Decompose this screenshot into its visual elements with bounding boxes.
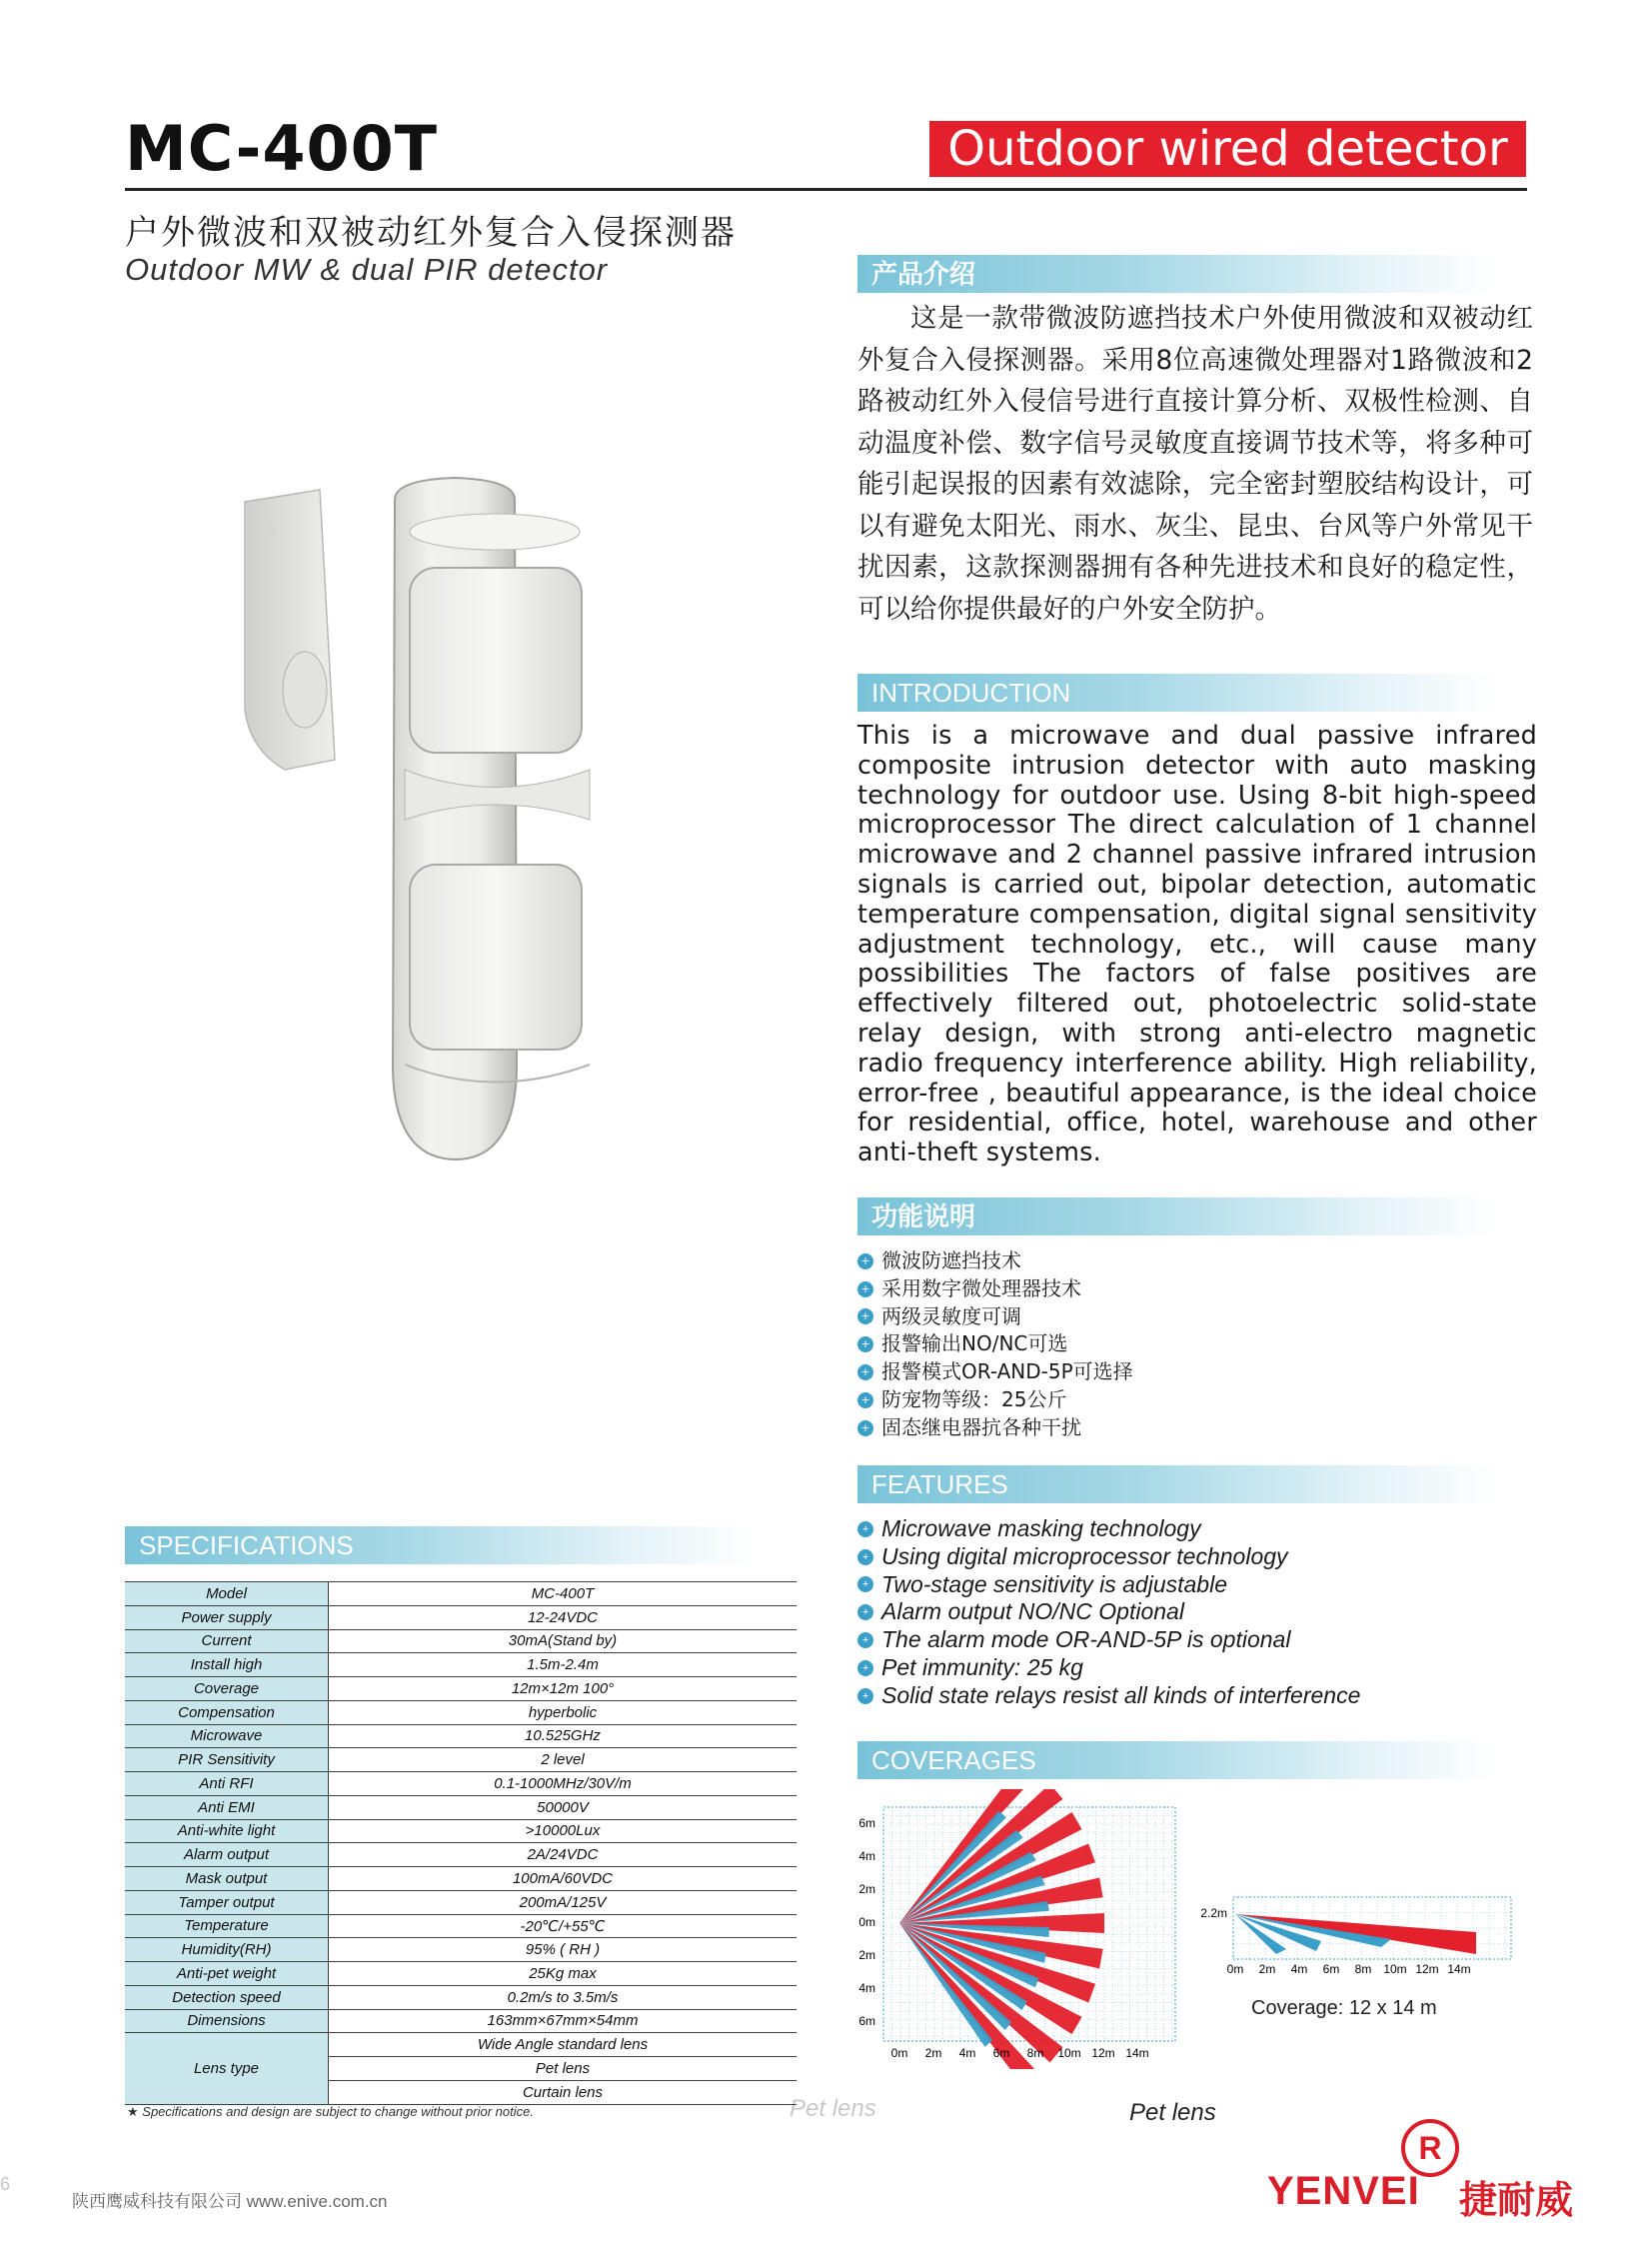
coverage-top-y-labels (858, 1816, 875, 2028)
spec-value: 200mA/125V (329, 1890, 798, 1914)
spec-value: 1.5m-2.4m (329, 1653, 798, 1677)
x-label: 6m (992, 2046, 1010, 2060)
x-label: 2m (1258, 1962, 1276, 1976)
y-label: 6m (858, 2014, 875, 2028)
spec-value: 0.1-1000MHz/30V/m (329, 1772, 798, 1796)
table-row (125, 1890, 797, 1914)
spec-value: 100mA/60VDC (329, 1867, 798, 1891)
spec-value: MC-400T (329, 1582, 798, 1606)
spec-value: 95% ( RH ) (329, 1938, 798, 1962)
list-item: + 两级灵敏度可调 (857, 1303, 1133, 1331)
list-item: + 微波防遮挡技术 (857, 1247, 1133, 1275)
x-label: 2m (924, 2046, 942, 2060)
table-row (125, 1985, 797, 2009)
table-row (125, 1700, 797, 1724)
table-row (125, 1962, 797, 1986)
spec-note: ★ Specifications and design are subject to change without prior notice. (127, 2104, 534, 2119)
spec-key: Alarm output (125, 1843, 329, 1867)
spec-value: 50000V (329, 1795, 798, 1819)
x-label: 10m (1057, 2046, 1081, 2060)
header-divider (125, 188, 1527, 191)
spec-value: Wide Angle standard lens (329, 2033, 798, 2057)
detector-product-image (225, 470, 655, 1169)
spec-key: PIR Sensitivity (125, 1748, 329, 1772)
x-label: 0m (1226, 1962, 1244, 1976)
spec-key: Anti-pet weight (125, 1962, 329, 1986)
table-row (125, 1582, 797, 1606)
section-bar-functions-cn: 功能说明 (857, 1197, 1497, 1235)
x-label: 6m (1322, 1962, 1340, 1976)
brand-logo-cn: 捷耐威 (1459, 2178, 1574, 2222)
bullet-icon: + (857, 1632, 873, 1648)
spec-value: 163mm×67mm×54mm (329, 2009, 798, 2033)
spec-value: Curtain lens (329, 2080, 798, 2104)
section-bar-coverages: COVERAGES (857, 1741, 1497, 1779)
section-bar-features: FEATURES (857, 1465, 1497, 1503)
list-item: + 防宠物等级：25公斤 (857, 1386, 1133, 1414)
side-y-label: 2.2m (1200, 1906, 1227, 1920)
bullet-icon: + (857, 1549, 873, 1565)
x-label: 14m (1447, 1962, 1471, 1976)
spec-key: Install high (125, 1653, 329, 1677)
bullet-icon: + (857, 1253, 873, 1269)
x-label: 8m (1354, 1962, 1372, 1976)
spec-value: 2 level (329, 1748, 798, 1772)
bullet-icon: + (857, 1576, 873, 1592)
table-row (125, 1629, 797, 1653)
bullet-icon: + (857, 1420, 873, 1436)
spec-key: Compensation (125, 1700, 329, 1724)
table-row (125, 1772, 797, 1796)
spec-value: 10.525GHz (329, 1724, 798, 1748)
list-item: + Alarm output NO/NC Optional (857, 1598, 1360, 1626)
spec-value: hyperbolic (329, 1700, 798, 1724)
table-row (125, 2009, 797, 2033)
functions-cn-list (857, 1247, 1133, 1442)
y-label: 0m (858, 1915, 875, 1929)
list-item: + 报警输出NO/NC可选 (857, 1330, 1133, 1358)
table-row (125, 1724, 797, 1748)
table-row (125, 1914, 797, 1938)
spec-key: Lens type (125, 2033, 329, 2104)
section-bar-intro-cn: 产品介绍 (857, 255, 1497, 293)
spec-value: 12-24VDC (329, 1605, 798, 1629)
y-label: 4m (858, 1849, 875, 1863)
bullet-icon: + (857, 1281, 873, 1297)
spec-value: 25Kg max (329, 1962, 798, 1986)
list-item: + Solid state relays resist all kinds of interference (857, 1682, 1360, 1710)
list-item: + Microwave masking technology (857, 1515, 1360, 1543)
introduction-text: This is a microwave and dual passive infrared composite intrusion detector with auto masking technology for outdoor use. Using 8-bit high-speed microprocessor The direct calculation of 1 channel microwave and 2 channel passive infrared intrusion signals is carried out, bipolar detection, automatic temperature compensation, digital signal sensitivity adjustment technology, etc., will cause many possibilities The factors of false positives are effectively filtered out, photoelectric solid-state relay design, with strong anti-electro magnetic radio frequency interference ability. High reliability, error-free , beautiful appearance, is the ideal choice for residential, office, hotel, warehouse and other anti-theft systems. (857, 721, 1537, 1168)
coverage-caption: Coverage: 12 x 14 m (1251, 1997, 1437, 2019)
spec-value: 2A/24VDC (329, 1843, 798, 1867)
bullet-icon: + (857, 1688, 873, 1704)
x-label: 0m (890, 2046, 908, 2060)
x-label: 10m (1383, 1962, 1407, 1976)
y-label: 2m (858, 1882, 875, 1896)
table-row (125, 1867, 797, 1891)
bullet-icon: + (857, 1392, 873, 1408)
spec-key: Anti RFI (125, 1772, 329, 1796)
x-label: 12m (1091, 2046, 1115, 2060)
features-list (857, 1515, 1360, 1710)
coverage-side-beams (1235, 1914, 1476, 1954)
spec-value: >10000Lux (329, 1819, 798, 1843)
spec-key: Current (125, 1629, 329, 1653)
x-label: 4m (1290, 1962, 1308, 1976)
pet-lens-label: Pet lens (1129, 2099, 1216, 2126)
spec-value: -20℃/+55℃ (329, 1914, 798, 1938)
title-english: Outdoor MW & dual PIR detector (125, 252, 609, 287)
section-bar-specifications: SPECIFICATIONS (125, 1526, 755, 1564)
footer-company: 陕西鹰威科技有限公司 www.enive.com.cn (72, 2192, 388, 2211)
table-row (125, 1653, 797, 1677)
x-label: 8m (1026, 2046, 1044, 2060)
list-item: + The alarm mode OR-AND-5P is optional (857, 1626, 1360, 1654)
coverage-side-view-diagram (1191, 1879, 1521, 1979)
spec-key: Anti-white light (125, 1819, 329, 1843)
x-label: 4m (958, 2046, 976, 2060)
list-item: + 采用数字微处理器技术 (857, 1275, 1133, 1303)
table-row (125, 1795, 797, 1819)
table-row (125, 1677, 797, 1701)
bullet-icon: + (857, 1521, 873, 1537)
list-item: + Two-stage sensitivity is adjustable (857, 1571, 1360, 1599)
list-item: + 报警模式OR-AND-5P可选择 (857, 1358, 1133, 1386)
title-chinese: 户外微波和双被动红外复合入侵探测器 (125, 213, 737, 253)
bullet-icon: + (857, 1660, 873, 1676)
page-number: 6 (0, 2174, 11, 2194)
product-type-badge: Outdoor wired detector (929, 121, 1526, 177)
specifications-table (125, 1581, 797, 2105)
coverage-top-beams (899, 1789, 1104, 2069)
spec-key: Anti EMI (125, 1795, 329, 1819)
y-label: 6m (858, 1816, 875, 1830)
spec-value: 30mA(Stand by) (329, 1629, 798, 1653)
spec-value: 0.2m/s to 3.5m/s (329, 1985, 798, 2009)
list-item: + 固态继电器抗各种干扰 (857, 1414, 1133, 1442)
table-row (125, 1748, 797, 1772)
model-title: MC-400T (125, 112, 439, 185)
x-label: 14m (1125, 2046, 1149, 2060)
registered-icon: R (1401, 2119, 1459, 2177)
spec-value: 12m×12m 100° (329, 1677, 798, 1701)
table-row (125, 2033, 797, 2057)
spec-key: Temperature (125, 1914, 329, 1938)
brand-logo-text: YENVEI (1267, 2169, 1420, 2213)
intro-cn-text: 这是一款带微波防遮挡技术户外使用微波和双被动红外复合入侵探测器。采用8位高速微处理器对1路微波和2路被动红外入侵信号进行直接计算分析、双极性检测、自动温度补偿、数字信号灵敏度直接调节技术等，将多种可能引起误报的因素有效滤除，完全密封塑胶结构设计，可以有避免太阳光、雨水、灰尘、昆虫、台风等户外常见干扰因素，这款探测器拥有各种先进技术和良好的稳定性，可以给你提供最好的户外安全防护。 (857, 303, 1533, 625)
spec-key: Mask output (125, 1867, 329, 1891)
coverage-top-view-diagram (857, 1789, 1197, 2069)
star-icon: ★ (127, 2104, 143, 2119)
bullet-icon: + (857, 1364, 873, 1380)
bullet-icon: + (857, 1308, 873, 1324)
table-row (125, 1605, 797, 1629)
coverage-side-x-labels (1227, 1962, 1471, 1976)
spec-key: Detection speed (125, 1985, 329, 2009)
table-row (125, 1819, 797, 1843)
table-row (125, 1938, 797, 1962)
spec-key: Humidity(RH) (125, 1938, 329, 1962)
section-bar-introduction: INTRODUCTION (857, 674, 1497, 712)
y-label: 2m (858, 1948, 875, 1962)
spec-key: Tamper output (125, 1890, 329, 1914)
list-item: + Pet immunity: 25 kg (857, 1654, 1360, 1682)
spec-key: Power supply (125, 1605, 329, 1629)
spec-value: Pet lens (329, 2057, 798, 2081)
list-item: + Using digital microprocessor technology (857, 1543, 1360, 1571)
spec-key: Dimensions (125, 2009, 329, 2033)
bullet-icon: + (857, 1336, 873, 1352)
bullet-icon: + (857, 1604, 873, 1620)
spec-key: Microwave (125, 1724, 329, 1748)
spec-key: Coverage (125, 1677, 329, 1701)
x-label: 12m (1415, 1962, 1439, 1976)
y-label: 4m (858, 1981, 875, 1995)
pet-lens-faint-label: Pet lens (790, 2095, 876, 2122)
spec-key: Model (125, 1582, 329, 1606)
table-row (125, 1843, 797, 1867)
